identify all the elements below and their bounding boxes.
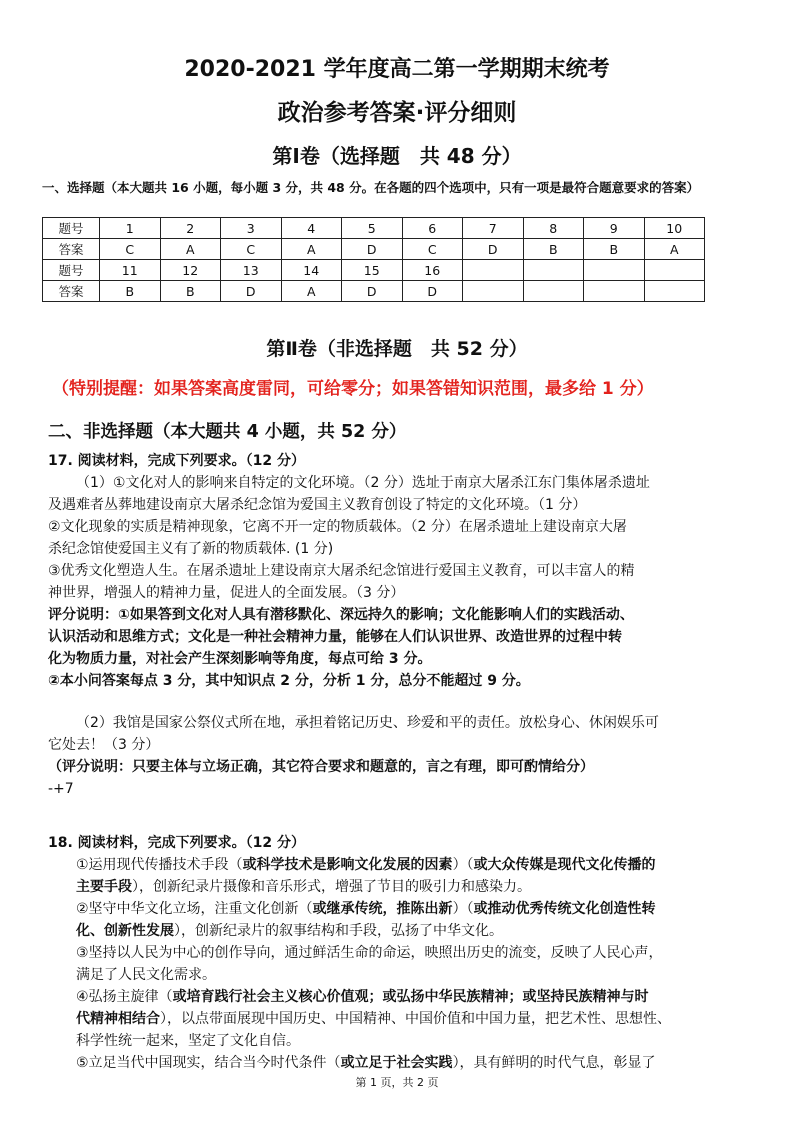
- non-choice-section-title: 二、非选择题（本大题共 4 小题，共 52 分）: [48, 422, 407, 442]
- q17-title: 17. 阅读材料，完成下列要求。（12 分）: [48, 453, 306, 469]
- table-cell: 12: [160, 260, 221, 281]
- table-cell: [463, 260, 524, 281]
- table-cell: C: [221, 239, 282, 260]
- q18-line: 化、创新性发展），创新纪录片的叙事结构和手段，弘扬了中华文化。: [76, 923, 503, 939]
- table-cell: 14: [281, 260, 342, 281]
- table-cell: C: [402, 239, 463, 260]
- table-cell: 9: [584, 218, 645, 239]
- table-cell: D: [342, 281, 403, 302]
- part1-title: 第Ⅰ卷（选择题 共 48 分）: [272, 144, 522, 168]
- q18-line: ④弘扬主旋律（或培育践行社会主义核心价值观；或弘扬中华民族精神；或坚持民族精神与时: [76, 989, 649, 1005]
- question-18: [48, 832, 748, 1074]
- q18-line: 满足了人民文化需求。: [76, 967, 216, 983]
- q17-scoring-note: 化为物质力量，对社会产生深刻影响等角度，每点可给 3 分。: [48, 651, 432, 667]
- table-cell: D: [221, 281, 282, 302]
- q17-scoring-note: ②本小问答案每点 3 分，其中知识点 2 分，分析 1 分，总分不能超过 9 分。: [48, 673, 530, 689]
- table-cell: 5: [342, 218, 403, 239]
- table-cell: [523, 281, 584, 302]
- table-cell: C: [100, 239, 161, 260]
- q17-scoring-note: （评分说明：只要主体与立场正确，其它符合要求和题意的，言之有理，即可酌情给分）: [48, 759, 594, 775]
- page-footer: 第 1 页，共 2 页: [355, 1076, 439, 1089]
- table-cell: [584, 260, 645, 281]
- question-number-row: [43, 218, 705, 239]
- q18-line: ②坚守中华文化立场，注重文化创新（或继承传统，推陈出新）（或推动优秀传统文化创造性转: [76, 901, 656, 917]
- table-cell: A: [281, 239, 342, 260]
- table-cell: [463, 281, 524, 302]
- table-cell: 6: [402, 218, 463, 239]
- table-cell: 4: [281, 218, 342, 239]
- row-header: 题号: [43, 260, 100, 281]
- row-header: 答案: [43, 281, 100, 302]
- q17-line: 它处去！（3 分）: [48, 737, 160, 753]
- table-cell: 10: [644, 218, 705, 239]
- exam-title: 2020-2021 学年度高二第一学期期末统考: [184, 57, 610, 82]
- table-cell: [644, 281, 705, 302]
- table-cell: A: [160, 239, 221, 260]
- table-cell: B: [523, 239, 584, 260]
- q17-line: 及遇难者丛葬地建设南京大屠杀纪念馆为爱国主义教育创设了特定的文化环境。（1 分）: [48, 497, 587, 513]
- answer-table: [42, 217, 705, 302]
- answer-row: [43, 239, 705, 260]
- q17-line: 神世界，增强人的精神力量，促进人的全面发展。（3 分）: [48, 585, 405, 601]
- row-header: 答案: [43, 239, 100, 260]
- q18-line: 代精神相结合），以点带面展现中国历史、中国精神、中国价值和中国力量，把艺术性、思想性、: [76, 1011, 671, 1027]
- table-cell: 16: [402, 260, 463, 281]
- q17-line: -+7: [48, 781, 74, 797]
- table-cell: B: [160, 281, 221, 302]
- table-cell: 8: [523, 218, 584, 239]
- table-cell: [523, 260, 584, 281]
- q17-scoring-note: 评分说明：①如果答到文化对人具有潜移默化、深远持久的影响；文化能影响人们的实践活动、: [48, 607, 634, 623]
- table-cell: D: [402, 281, 463, 302]
- q17-line: 杀纪念馆使爱国主义有了新的物质载体. (1 分): [48, 541, 334, 557]
- question-17: [48, 450, 748, 800]
- q17-line: （2）我馆是国家公祭仪式所在地，承担着铭记历史、珍爱和平的责任。放松身心、休闲娱乐可: [76, 715, 659, 731]
- q17-line: （1）①文化对人的影响来自特定的文化环境。（2 分）选址于南京大屠杀江东门集体屠杀遗址: [76, 475, 650, 491]
- exam-subtitle: 政治参考答案·评分细则: [277, 100, 517, 126]
- table-cell: D: [463, 239, 524, 260]
- q18-line: ⑤立足当代中国现实，结合当今时代条件（或立足于社会实践），具有鲜明的时代气息，彰显了: [76, 1055, 656, 1071]
- choice-section-intro: 一、选择题（本大题共 16 小题，每小题 3 分，共 48 分。在各题的四个选项中，只有一项是最符合题意要求的答案）: [42, 180, 700, 195]
- q18-line: 科学性统一起来，坚定了文化自信。: [76, 1033, 300, 1049]
- table-cell: 3: [221, 218, 282, 239]
- q17-scoring-note: 认识活动和思维方式；文化是一种社会精神力量，能够在人们认识世界、改造世界的过程中转: [48, 629, 622, 645]
- table-cell: 13: [221, 260, 282, 281]
- answer-row: [43, 281, 705, 302]
- table-cell: B: [100, 281, 161, 302]
- row-header: 题号: [43, 218, 100, 239]
- table-cell: 15: [342, 260, 403, 281]
- table-cell: 2: [160, 218, 221, 239]
- special-warning: （特别提醒：如果答案高度雷同，可给零分；如果答错知识范围，最多给 1 分）: [52, 379, 654, 399]
- q17-line: ③优秀文化塑造人生。在屠杀遗址上建设南京大屠杀纪念馆进行爱国主义教育，可以丰富人的精: [48, 563, 635, 579]
- table-cell: A: [644, 239, 705, 260]
- q18-title: 18. 阅读材料，完成下列要求。（12 分）: [48, 835, 306, 851]
- part2-title: 第Ⅱ卷（非选择题 共 52 分）: [266, 338, 528, 360]
- table-cell: 1: [100, 218, 161, 239]
- table-cell: A: [281, 281, 342, 302]
- q18-line: ①运用现代传播技术手段（或科学技术是影响文化发展的因素）（或大众传媒是现代文化传播的: [76, 857, 656, 873]
- table-cell: [584, 281, 645, 302]
- table-cell: 11: [100, 260, 161, 281]
- table-cell: [644, 260, 705, 281]
- question-number-row: [43, 260, 705, 281]
- table-cell: D: [342, 239, 403, 260]
- q18-line: 主要手段），创新纪录片摄像和音乐形式，增强了节目的吸引力和感染力。: [76, 879, 531, 895]
- q17-line: ②文化现象的实质是精神现象，它离不开一定的物质载体。（2 分）在屠杀遗址上建设南京大屠: [48, 519, 627, 535]
- table-cell: B: [584, 239, 645, 260]
- table-cell: 7: [463, 218, 524, 239]
- q18-line: ③坚持以人民为中心的创作导向，通过鲜活生命的命运，映照出历史的流变，反映了人民心声，: [76, 945, 663, 961]
